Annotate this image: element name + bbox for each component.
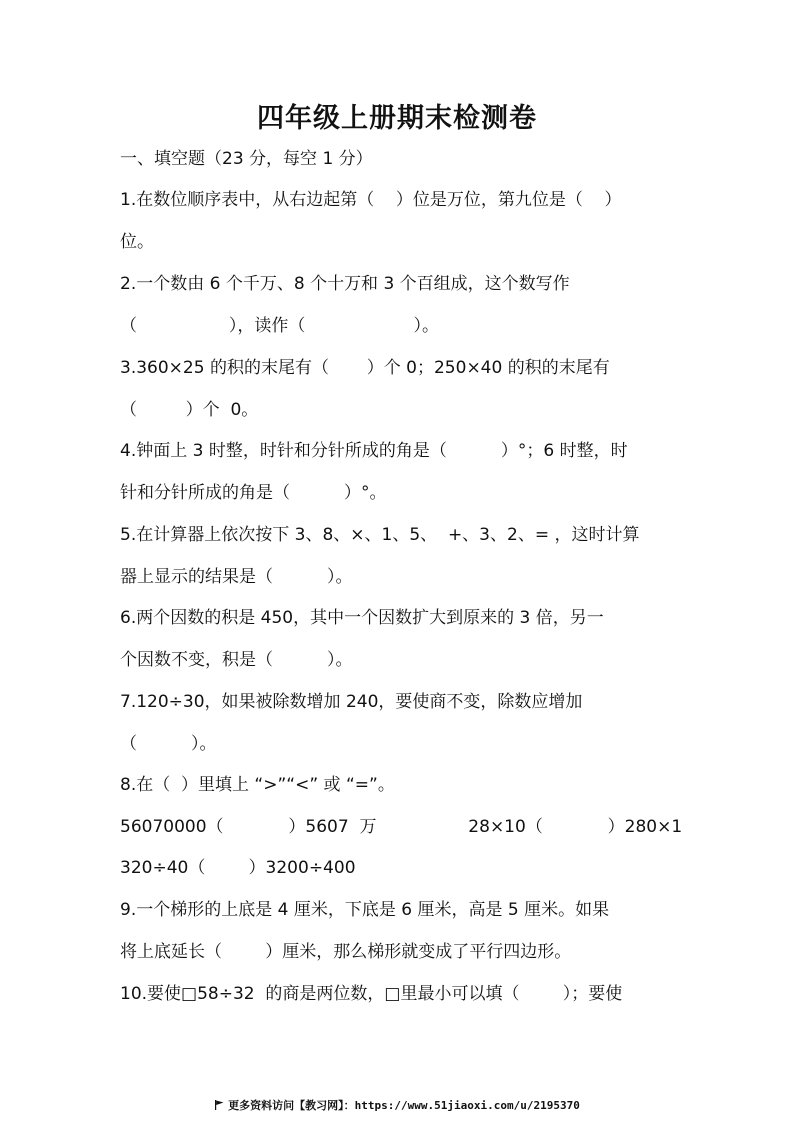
question-2-line-1: 2.一个数由 6 个千万、8 个十万和 3 个百组成，这个数写作 (120, 274, 570, 294)
question-9-line-2: 将上底延长（ ）厘米，那么梯形就变成了平行四边形。 (120, 942, 572, 962)
question-8-line-1: 8.在（ ）里填上 “>”“<” 或 “=”。 (120, 775, 395, 795)
flag-icon (214, 1100, 224, 1110)
question-7-line-1: 7.120÷30，如果被除数增加 240，要使商不变，除数应增加 (120, 692, 583, 712)
question-1-line-1: 1.在数位顺序表中，从右边起第（ ）位是万位，第九位是（ ） (120, 190, 622, 210)
question-3-line-1: 3.360×25 的积的末尾有（ ）个 0；250×40 的积的末尾有 (120, 358, 610, 378)
section-heading: 一、填空题（23 分，每空 1 分） (120, 149, 373, 169)
question-1-line-2: 位。 (120, 232, 154, 252)
question-6-line-1: 6.两个因数的积是 450，其中一个因数扩大到原来的 3 倍，另一 (120, 608, 604, 628)
question-6-line-2: 个因数不变，积是（ ）。 (120, 650, 353, 670)
question-4-line-1: 4.钟面上 3 时整，时针和分针所成的角是（ ）°；6 时整，时 (120, 441, 628, 461)
question-7-line-2: （ ）。 (120, 734, 217, 754)
question-8-line-3: 320÷40（ ）3200÷400 (120, 858, 356, 878)
question-5-line-1: 5.在计算器上依次按下 3、8、×、1、5、 +、3、2、= ，这时计算 (120, 525, 640, 545)
question-10-line-1: 10.要使□58÷32 的商是两位数，□里最小可以填（ ）；要使 (120, 984, 623, 1004)
question-8-line-2: 56070000（ ）5607 万 28×10（ ）280×1 (120, 817, 683, 837)
footer-link[interactable]: 更多资料访问【教习网】：https://www.51jiaoxi.com/u/2195370 (228, 1099, 580, 1112)
question-2-line-2: （ ），读作（ ）。 (120, 316, 439, 336)
question-5-line-2: 器上显示的结果是（ ）。 (120, 567, 353, 587)
question-3-line-2: （ ）个 0。 (120, 400, 259, 420)
footer (0, 1097, 794, 1113)
question-4-line-2: 针和分针所成的角是（ ）°。 (120, 483, 387, 503)
question-9-line-1: 9.一个梯形的上底是 4 厘米，下底是 6 厘米，高是 5 厘米。如果 (120, 900, 610, 920)
page-title: 四年级上册期末检测卷 (257, 103, 537, 134)
